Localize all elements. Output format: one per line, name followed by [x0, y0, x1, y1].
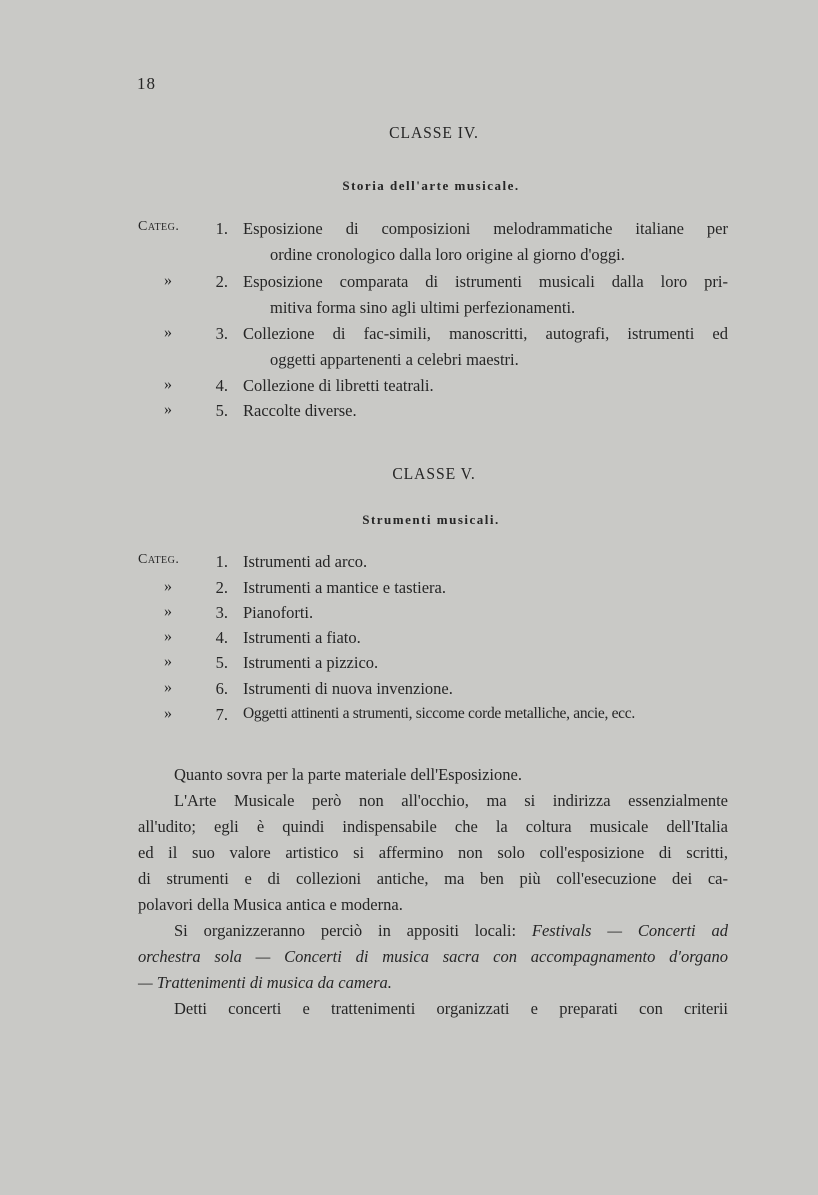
list-item: [0, 578, 818, 604]
item-number: 3.: [215, 603, 228, 622]
paragraph-line: Quanto sovra per la parte materiale dell'Esposizione.: [174, 765, 522, 784]
paragraph-line: all'udito; egli è quindi indispensabile che la coltura musicale dell'Italia: [138, 817, 728, 836]
paragraph-line: Detti concerti e trattenimenti organizzati e preparati con criterii: [174, 999, 728, 1018]
list-item-continuation: [0, 350, 818, 376]
item-text: Collezione di fac-simili, manoscritti, autografi, istrumenti ed: [243, 324, 728, 343]
categ-label: Categ.: [138, 552, 180, 567]
item-number: 2.: [215, 578, 228, 597]
item-text-continuation: oggetti appartenenti a celebri maestri.: [270, 350, 519, 369]
ditto-mark: »: [164, 679, 172, 696]
ditto-mark: »: [164, 653, 172, 670]
paragraph-line: polavori della Musica antica e moderna.: [138, 895, 403, 914]
item-number: 5.: [215, 401, 228, 420]
classe-iv-subtitle: Storia dell'arte musicale.: [342, 178, 520, 193]
item-text: Esposizione di composizioni melodrammatiche italiane per: [243, 219, 728, 238]
item-text: Istrumenti ad arco.: [243, 552, 368, 571]
item-text: Oggetti attinenti a strumenti, siccome corde metalliche, ancie, ecc.: [243, 705, 635, 722]
item-number: 2.: [215, 272, 228, 291]
list-item: [0, 552, 818, 578]
item-number: 4.: [215, 628, 228, 647]
item-text: Pianoforti.: [243, 603, 314, 622]
item-text-continuation: ordine cronologico dalla loro origine al giorno d'oggi.: [270, 245, 625, 264]
ditto-mark: »: [164, 578, 172, 595]
classe-iv-heading: CLASSE IV.: [389, 123, 479, 142]
list-item: [0, 628, 818, 654]
ditto-mark: »: [164, 376, 172, 393]
item-number: 1.: [215, 552, 228, 571]
item-text: Istrumenti di nuova invenzione.: [243, 679, 453, 698]
item-number: 1.: [215, 219, 228, 238]
list-item: [0, 376, 818, 402]
item-number: 7.: [215, 705, 228, 724]
page-number: 18: [137, 74, 156, 93]
list-item: [0, 219, 818, 245]
paragraph-line: Si organizzeranno perciò in appositi locali: Festivals — Concerti ad: [174, 921, 728, 940]
ditto-mark: »: [164, 705, 172, 722]
list-item-continuation: [0, 245, 818, 271]
item-text: Raccolte diverse.: [243, 401, 357, 420]
list-item: [0, 679, 818, 705]
paragraph-line: orchestra sola — Concerti di musica sacra con accompagnamento d'organo: [138, 947, 728, 966]
list-item: [0, 401, 818, 427]
item-text: Istrumenti a fiato.: [243, 628, 361, 647]
categ-label: Categ.: [138, 219, 180, 234]
item-text: Esposizione comparata di istrumenti musicali dalla loro pri-: [243, 272, 728, 291]
item-number: 5.: [215, 653, 228, 672]
list-item: [0, 603, 818, 629]
paragraph-line: di strumenti e di collezioni antiche, ma ben più coll'esecuzione dei ca-: [138, 869, 728, 888]
classe-v-heading: CLASSE V.: [392, 464, 476, 483]
item-text: Istrumenti a pizzico.: [243, 653, 379, 672]
paragraph-line: L'Arte Musicale però non all'occhio, ma si indirizza essenzialmente: [174, 791, 728, 810]
item-number: 3.: [215, 324, 228, 343]
list-item: [0, 272, 818, 298]
list-item: [0, 324, 818, 350]
item-number: 4.: [215, 376, 228, 395]
ditto-mark: »: [164, 272, 172, 289]
list-item: [0, 705, 818, 731]
item-text-continuation: mitiva forma sino agli ultimi perfezionamenti.: [270, 298, 576, 317]
list-item: [0, 653, 818, 679]
item-number: 6.: [215, 679, 228, 698]
ditto-mark: »: [164, 324, 172, 341]
ditto-mark: »: [164, 603, 172, 620]
ditto-mark: »: [164, 401, 172, 418]
body-text: [138, 762, 728, 1022]
ditto-mark: »: [164, 628, 172, 645]
paragraph-line: — Trattenimenti di musica da camera.: [138, 973, 392, 992]
list-item-continuation: [0, 298, 818, 324]
item-text: Collezione di libretti teatrali.: [243, 376, 434, 395]
paragraph-line: ed il suo valore artistico si affermino non solo coll'esposizione di scritti,: [138, 843, 728, 862]
item-text: Istrumenti a mantice e tastiera.: [243, 578, 446, 597]
classe-v-subtitle: Strumenti musicali.: [362, 512, 500, 527]
